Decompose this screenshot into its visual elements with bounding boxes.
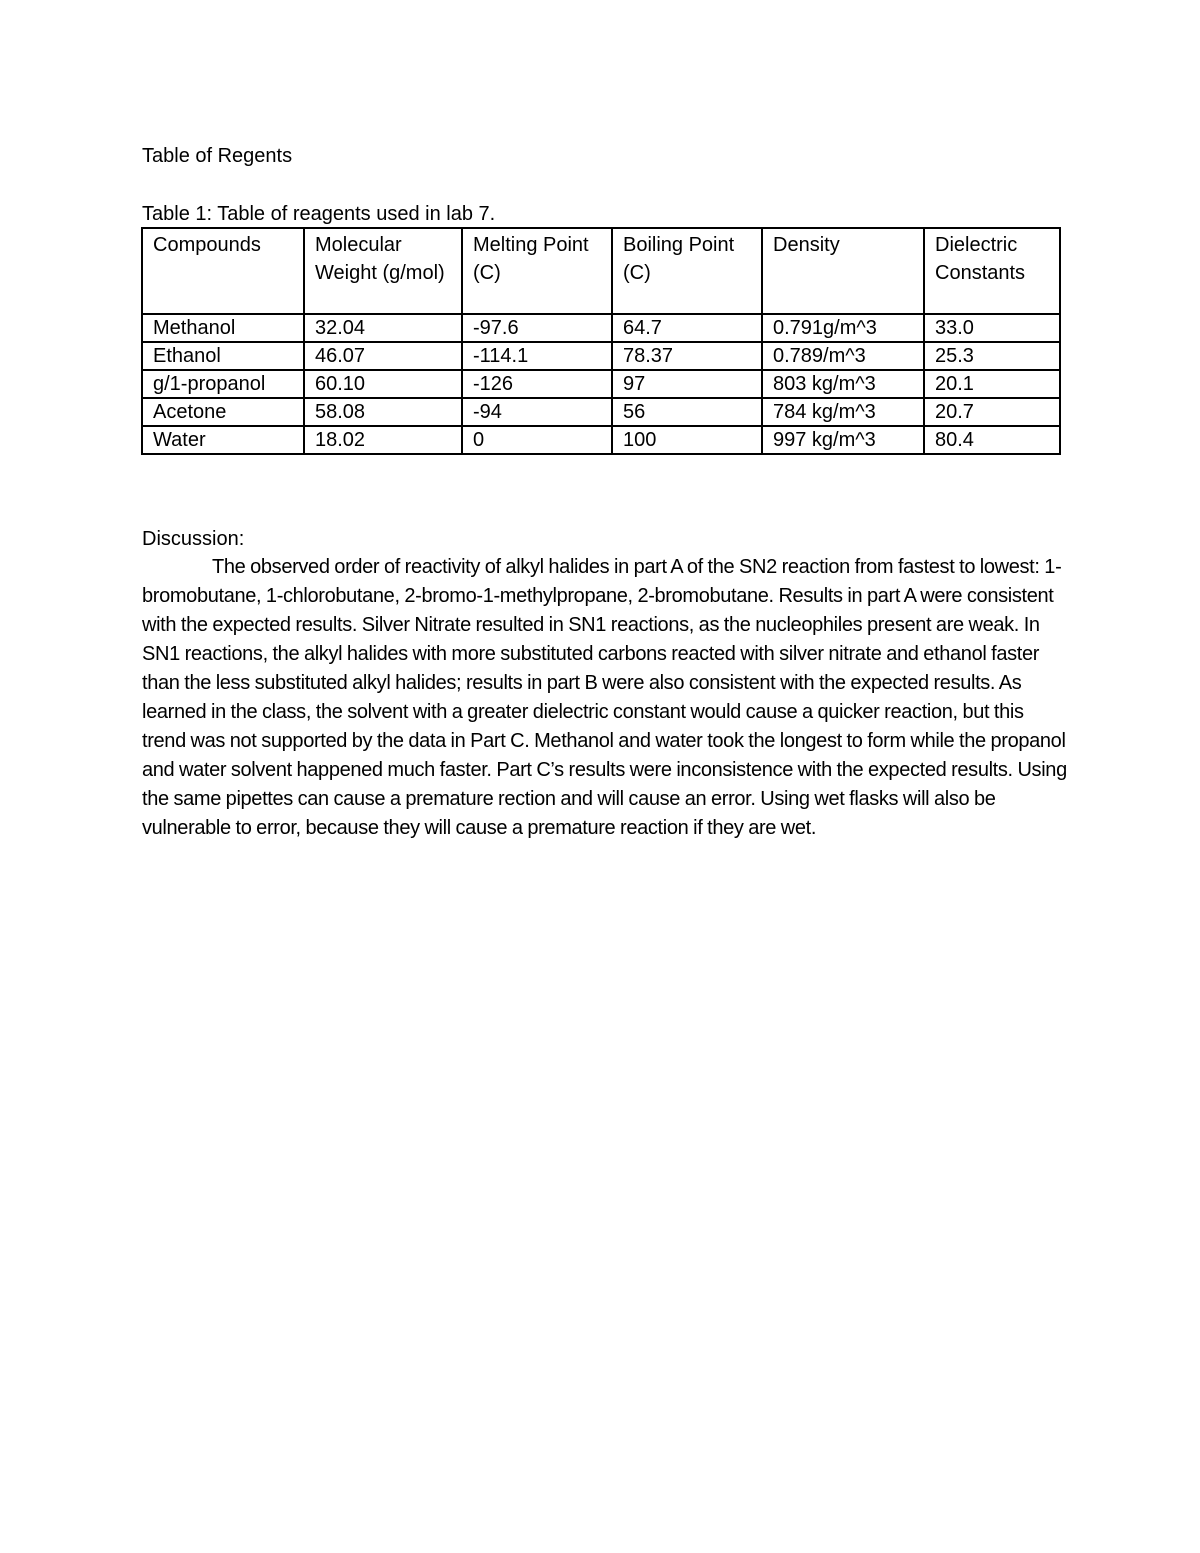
- cell-compound: g/1-propanol: [142, 370, 304, 398]
- table-header-row: [142, 228, 1060, 314]
- header-compounds: Compounds: [142, 228, 304, 314]
- discussion-paragraph: The observed order of reactivity of alkyl halides in part A of the SN2 reaction from fastest to lowest: 1-bromobutane, 1-chlorobutane, 2-bromo-1-methylpropane, 2-bromobutane. Results in part A were consistent with the expected results. Silver Nitrate resulted in SN1 reactions, as the nucleophiles present are weak. In SN1 reactions, the alkyl halides with more substituted carbons reacted with silver nitrate and ethanol faster than the less substituted alkyl halides; results in part B were also consistent with the expected results. As learned in the class, the solvent with a greater dielectric constant would cause a quicker reaction, but this trend was not supported by the data in Part C. Methanol and water took the longest to form while the propanol and water solvent happened much faster. Part C’s results were inconsistence with the expected results. Using the same pipettes can cause a premature rection and will cause an error. Using wet flasks will also be vulnerable to error, because they will cause a premature reaction if they are wet.: [142, 556, 1067, 839]
- header-boiling-point: Boiling Point (C): [612, 228, 762, 314]
- table-row: [142, 398, 1060, 426]
- cell-boiling-point: 100: [612, 426, 762, 454]
- table-row: [142, 426, 1060, 454]
- cell-molecular-weight: 58.08: [304, 398, 462, 426]
- cell-boiling-point: 64.7: [612, 314, 762, 342]
- reagents-table: [141, 227, 1061, 455]
- cell-boiling-point: 56: [612, 398, 762, 426]
- cell-compound: Acetone: [142, 398, 304, 426]
- cell-density: 0.789/m^3: [762, 342, 924, 370]
- cell-density: 997 kg/m^3: [762, 426, 924, 454]
- header-density: Density: [762, 228, 924, 314]
- cell-compound: Water: [142, 426, 304, 454]
- cell-melting-point: -114.1: [462, 342, 612, 370]
- header-dielectric-constants: Dielectric Constants: [924, 228, 1060, 314]
- page-title: Table of Regents: [142, 145, 293, 167]
- table-row: [142, 370, 1060, 398]
- cell-boiling-point: 78.37: [612, 342, 762, 370]
- cell-density: 0.791g/m^3: [762, 314, 924, 342]
- cell-compound: Methanol: [142, 314, 304, 342]
- cell-dielectric-constant: 20.7: [924, 398, 1060, 426]
- discussion-heading: Discussion:: [142, 528, 245, 550]
- cell-melting-point: -126: [462, 370, 612, 398]
- cell-melting-point: -97.6: [462, 314, 612, 342]
- cell-molecular-weight: 60.10: [304, 370, 462, 398]
- table-row: [142, 342, 1060, 370]
- cell-melting-point: -94: [462, 398, 612, 426]
- cell-dielectric-constant: 80.4: [924, 426, 1060, 454]
- table-row: [142, 314, 1060, 342]
- cell-density: 803 kg/m^3: [762, 370, 924, 398]
- header-molecular-weight: Molecular Weight (g/mol): [304, 228, 462, 314]
- table-caption: Table 1: Table of reagents used in lab 7.: [142, 203, 496, 225]
- cell-boiling-point: 97: [612, 370, 762, 398]
- header-melting-point: Melting Point (C): [462, 228, 612, 314]
- cell-dielectric-constant: 25.3: [924, 342, 1060, 370]
- cell-compound: Ethanol: [142, 342, 304, 370]
- cell-dielectric-constant: 33.0: [924, 314, 1060, 342]
- cell-molecular-weight: 46.07: [304, 342, 462, 370]
- cell-molecular-weight: 18.02: [304, 426, 462, 454]
- cell-melting-point: 0: [462, 426, 612, 454]
- cell-density: 784 kg/m^3: [762, 398, 924, 426]
- cell-molecular-weight: 32.04: [304, 314, 462, 342]
- cell-dielectric-constant: 20.1: [924, 370, 1060, 398]
